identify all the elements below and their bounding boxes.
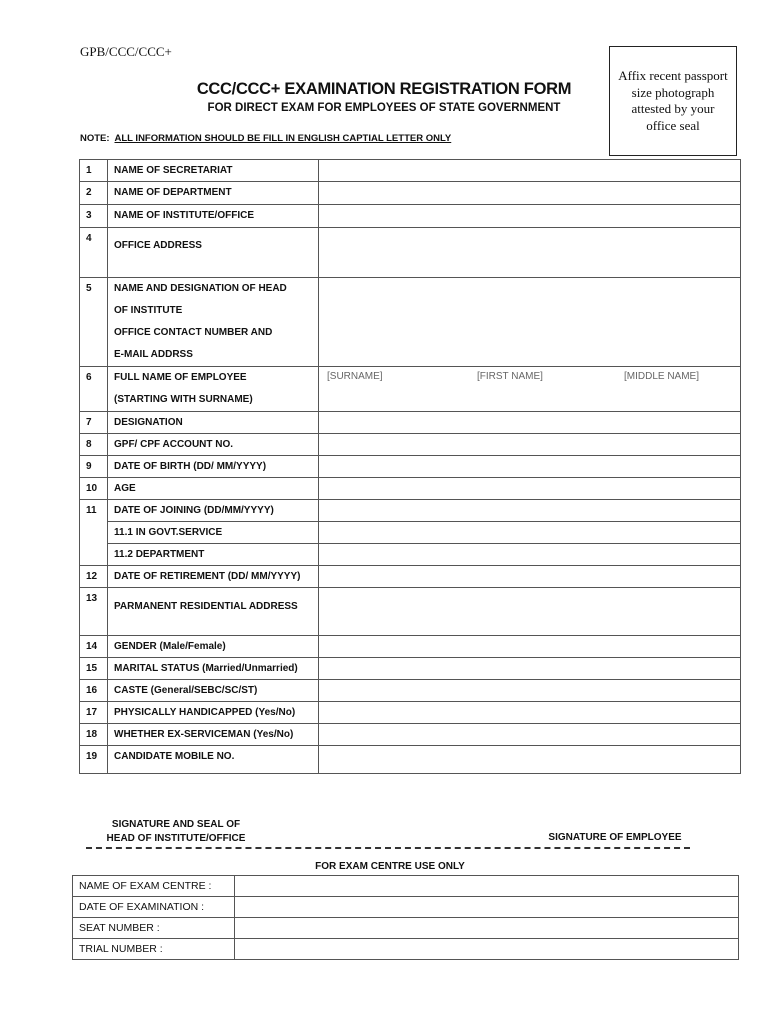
field-label (108, 160, 319, 182)
field-value-cell[interactable] (319, 182, 741, 205)
registration-table (79, 159, 741, 774)
field-value-cell[interactable] (319, 160, 741, 182)
note-text: ALL INFORMATION SHOULD BE FILL IN ENGLISH CAPTIAL LETTER ONLY (114, 133, 452, 144)
field-label-text: DATE OF BIRTH (DD/ MM/YYYY) (114, 461, 267, 472)
form-row (80, 746, 741, 774)
field-label (108, 205, 319, 228)
row-number: 18 (80, 724, 108, 746)
field-value-cell[interactable] (319, 228, 741, 278)
field-value-cell[interactable] (319, 566, 741, 588)
field-label-text: NAME OF DEPARTMENT (114, 187, 232, 198)
form-row (80, 412, 741, 434)
field-value-cell[interactable] (319, 278, 741, 367)
field-label-text: AGE (114, 483, 136, 494)
centre-field-value[interactable] (235, 876, 739, 897)
photo-box-text: Affix recent passport size photograph attested by your office seal (618, 68, 728, 133)
row-number: 11 (80, 500, 108, 566)
head-signature-block (80, 818, 272, 846)
centre-field-label: DATE OF EXAMINATION : (73, 897, 235, 918)
field-value-cell[interactable] (319, 746, 741, 774)
field-value-cell[interactable] (319, 544, 741, 566)
form-row (80, 588, 741, 636)
centre-field-label: TRIAL NUMBER : (73, 939, 235, 960)
instruction-note (80, 133, 451, 144)
field-value-cell[interactable] (319, 658, 741, 680)
dashed-divider (86, 847, 690, 849)
field-label-line: E-MAIL ADDRSS (114, 349, 193, 360)
row-number: 10 (80, 478, 108, 500)
field-label (108, 702, 319, 724)
field-label-text: DATE OF RETIREMENT (DD/ MM/YYYY) (114, 571, 301, 582)
field-label-text: NAME OF INSTITUTE/OFFICE (114, 210, 254, 221)
row-number: 9 (80, 456, 108, 478)
field-label-text: PARMANENT RESIDENTIAL ADDRESS (114, 601, 298, 612)
form-row (80, 456, 741, 478)
form-row (80, 160, 741, 182)
field-label (108, 367, 319, 412)
form-row (80, 500, 741, 522)
field-label (108, 478, 319, 500)
field-label-text: OFFICE ADDRESS (114, 240, 202, 251)
field-label-text: NAME OF SECRETARIAT (114, 165, 233, 176)
row-number: 12 (80, 566, 108, 588)
field-value-cell[interactable] (319, 588, 741, 636)
form-row (80, 205, 741, 228)
centre-row (73, 897, 739, 918)
field-label (108, 680, 319, 702)
field-value-cell[interactable] (319, 522, 741, 544)
row-number: 1 (80, 160, 108, 182)
field-label-text: WHETHER EX-SERVICEMAN (Yes/No) (114, 729, 294, 740)
note-prefix: NOTE: (80, 133, 110, 144)
field-label-text: CANDIDATE MOBILE NO. (114, 751, 235, 762)
photo-box[interactable] (609, 46, 737, 156)
row-number: 8 (80, 434, 108, 456)
form-row (80, 522, 741, 544)
field-label (108, 412, 319, 434)
form-row (80, 724, 741, 746)
form-row (80, 658, 741, 680)
row-number: 17 (80, 702, 108, 724)
field-label-text: 11.1 IN GOVT.SERVICE (114, 527, 223, 538)
centre-field-value[interactable] (235, 939, 739, 960)
field-label-line: NAME AND DESIGNATION OF HEAD (114, 283, 287, 294)
centre-field-label: SEAT NUMBER : (73, 918, 235, 939)
field-label-line: OF INSTITUTE (114, 305, 183, 316)
field-value-cell[interactable] (319, 724, 741, 746)
field-label (108, 228, 319, 278)
field-label (108, 182, 319, 205)
field-label-line: OFFICE CONTACT NUMBER AND (114, 327, 273, 338)
form-row (80, 278, 741, 367)
row-number: 2 (80, 182, 108, 205)
field-label (108, 522, 319, 544)
form-row (80, 636, 741, 658)
centre-row (73, 939, 739, 960)
form-code: GPB/CCC/CCC+ (80, 44, 172, 59)
field-value-cell[interactable] (319, 434, 741, 456)
employee-signature-label: SIGNATURE OF EMPLOYEE (548, 832, 682, 843)
row-number: 7 (80, 412, 108, 434)
field-label (108, 500, 319, 522)
field-value-cell[interactable] (319, 456, 741, 478)
field-value-cell[interactable] (319, 500, 741, 522)
field-label (108, 658, 319, 680)
field-value-cell[interactable] (319, 478, 741, 500)
form-row (80, 182, 741, 205)
centre-field-value[interactable] (235, 918, 739, 939)
row-number: 13 (80, 588, 108, 636)
exam-centre-table (72, 875, 739, 960)
field-label-text: GPF/ CPF ACCOUNT NO. (114, 439, 234, 450)
form-title: CCC/CCC+ EXAMINATION REGISTRATION FORM (196, 80, 572, 98)
field-label-line: (STARTING WITH SURNAME) (114, 394, 253, 405)
head-signature-line1: SIGNATURE AND SEAL OF (111, 819, 241, 830)
form-row (80, 434, 741, 456)
field-value-cell[interactable] (319, 412, 741, 434)
row-number: 6 (80, 367, 108, 412)
field-label (108, 724, 319, 746)
field-label (108, 544, 319, 566)
form-subtitle: FOR DIRECT EXAM FOR EMPLOYEES OF STATE GOVERNMENT (207, 102, 561, 114)
field-label-text: DESIGNATION (114, 417, 183, 428)
field-value-cell[interactable] (319, 702, 741, 724)
row-number: 15 (80, 658, 108, 680)
form-row (80, 478, 741, 500)
row-number: 16 (80, 680, 108, 702)
field-label-text: GENDER (Male/Female) (114, 641, 226, 652)
field-label (108, 278, 319, 367)
field-label (108, 636, 319, 658)
field-label (108, 746, 319, 774)
field-label-text: DATE OF JOINING (DD/MM/YYYY) (114, 505, 274, 516)
field-value-cell[interactable] (319, 636, 741, 658)
centre-row (73, 918, 739, 939)
row-number: 5 (80, 278, 108, 367)
form-row (80, 702, 741, 724)
field-label-line: FULL NAME OF EMPLOYEE (114, 372, 247, 383)
field-value-cell[interactable] (319, 367, 741, 412)
centre-field-label: NAME OF EXAM CENTRE : (73, 876, 235, 897)
field-label (108, 588, 319, 636)
exam-centre-title: FOR EXAM CENTRE USE ONLY (315, 861, 465, 872)
field-value-cell[interactable] (319, 680, 741, 702)
form-row (80, 544, 741, 566)
centre-row (73, 876, 739, 897)
field-label (108, 456, 319, 478)
name-placeholder: [SURNAME] (327, 371, 383, 382)
name-placeholder: [MIDDLE NAME] (624, 371, 700, 382)
row-number: 3 (80, 205, 108, 228)
row-number: 19 (80, 746, 108, 774)
row-number: 4 (80, 228, 108, 278)
form-row (80, 228, 741, 278)
field-label (108, 434, 319, 456)
centre-field-value[interactable] (235, 897, 739, 918)
head-signature-line2: HEAD OF INSTITUTE/OFFICE (106, 833, 246, 844)
name-placeholder: [FIRST NAME] (477, 371, 543, 382)
row-number: 14 (80, 636, 108, 658)
form-row (80, 566, 741, 588)
field-label-text: PHYSICALLY HANDICAPPED (Yes/No) (114, 707, 296, 718)
field-label (108, 566, 319, 588)
field-label-text: MARITAL STATUS (Married/Unmarried) (114, 663, 298, 674)
form-row (80, 680, 741, 702)
form-row (80, 367, 741, 412)
field-label-text: 11.2 DEPARTMENT (114, 549, 205, 560)
field-label-text: CASTE (General/SEBC/SC/ST) (114, 685, 258, 696)
field-value-cell[interactable] (319, 205, 741, 228)
